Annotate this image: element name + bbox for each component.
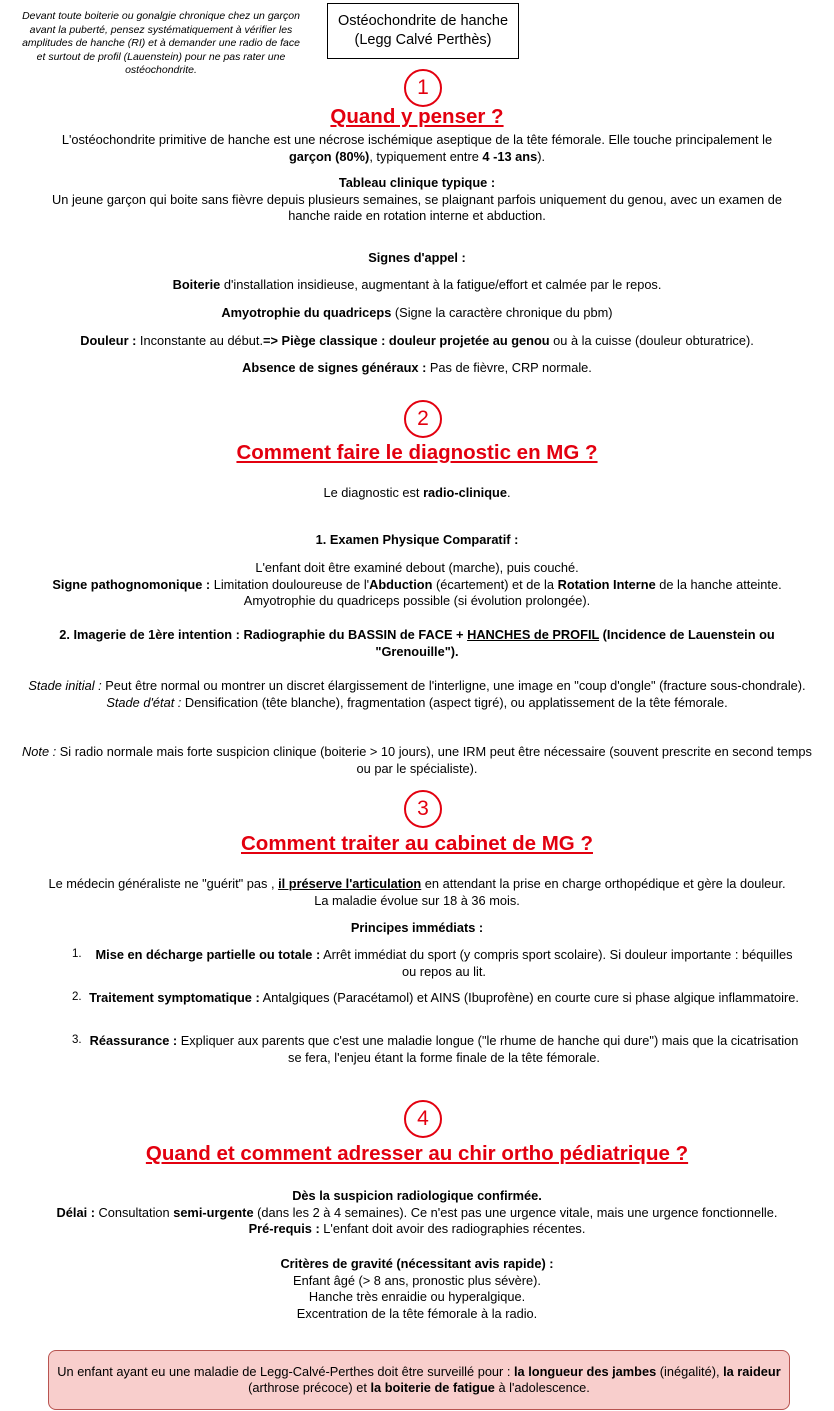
follow-up-callout [48, 1350, 790, 1410]
principles-title: Principes immédiats : [350, 920, 484, 935]
severity-title: Critères de gravité (nécessitant avis rapide) : [280, 1256, 554, 1271]
list-number-1: 1. [72, 948, 82, 960]
referral-prereq-label: Pré-requis : [248, 1221, 320, 1236]
referral-trigger: Dès la suspicion radiologique confirmée. [292, 1188, 542, 1203]
list-item-label: Traitement symptomatique : [89, 990, 260, 1005]
imaging-title [20, 627, 814, 660]
list-item-label: Mise en décharge partielle ou totale : [95, 947, 321, 962]
callout-plain: Un enfant ayant eu une maladie de Legg-Calvé-Perthes doit être surveillé pour : [57, 1363, 514, 1379]
callout-text [55, 1364, 783, 1397]
section-4-heading: Quand et comment adresser au chir ortho pédiatrique ? [145, 1142, 689, 1165]
diag-bold: radio-clinique [423, 485, 507, 500]
list-item-text: Arrêt immédiat du sport (y compris sport scolaire). Si douleur importante : béquilles ou repos au lit. [320, 947, 793, 979]
sign-limp [0, 277, 834, 294]
section-2-number: 2 [417, 407, 429, 430]
callout-stiffness: la raideur [723, 1363, 781, 1379]
list-number-3: 3. [72, 1034, 82, 1046]
referral-text: (dans les 2 à 4 semaines). Ce n'est pas une urgence vitale, mais une urgence fonctionnelle. [253, 1204, 778, 1220]
intro-text: ). [537, 148, 546, 164]
section-2-number-circle [404, 400, 442, 438]
title-line-1: Ostéochondrite de hanche [337, 13, 509, 29]
diagnosis-line [0, 485, 834, 502]
diag-text: Le diagnostic est [323, 485, 424, 500]
section-4-number: 4 [417, 1107, 429, 1130]
stage-state-text: Densification (tête blanche), fragmentation (aspect tigré), ou applatissement de la tête fémorale. [181, 694, 728, 710]
treatment-intro [20, 876, 814, 909]
section-3-number: 3 [417, 797, 429, 820]
clinical-picture [30, 175, 804, 225]
list-item-symptomatic [88, 990, 800, 1007]
callout-fatigue-limp: la boiterie de fatigue [370, 1380, 495, 1395]
list-number-2: 2. [72, 991, 82, 1003]
top-note: Devant toute boiterie ou gonalgie chronique chez un garçon avant la puberté, pensez systématiquement à vérifier les amplitudes de hanche (RI) et à demander une radio de face et surtout de profil (Lauenstein) pour ne pas rater une ostéochondrite. [22, 10, 300, 76]
referral-block [0, 1188, 834, 1238]
imaging-stages [20, 678, 814, 711]
note-text: Si radio normale mais forte suspicion clinique (boiterie > 10 jours), une IRM peut être nécessaire (souvent prescrite en second temps ou par le spécialiste). [56, 744, 812, 776]
section-1-number-circle [404, 69, 442, 107]
intro-bold-sex: garçon (80%) [288, 148, 370, 164]
callout-plain: à l'adolescence. [494, 1380, 590, 1395]
clinical-picture-title: Tableau clinique typique : [338, 175, 496, 190]
intro-bold-age: 4 -13 ans [482, 148, 538, 164]
list-item-reassurance [88, 1033, 800, 1066]
diag-text: . [506, 485, 511, 500]
section-1-heading: Quand y penser ? [330, 105, 504, 128]
exam-block [0, 560, 834, 610]
title-box [327, 3, 519, 59]
sign-pain [0, 333, 834, 350]
stage-state-label: Stade d'état : [106, 694, 182, 710]
sign-trap: => Piège classique : douleur projetée au genou [263, 333, 550, 348]
treat-text: Le médecin généraliste ne "guérit" pas , [48, 876, 279, 891]
exam-text: de la hanche atteinte. [655, 576, 782, 592]
section-3-number-circle [404, 790, 442, 828]
treat-key-message: il préserve l'articulation [278, 876, 422, 891]
list-item-unloading [88, 947, 800, 980]
treat-text: en attendant la prise en charge orthopédique et gère la douleur. [421, 876, 786, 891]
sign-no-general [0, 360, 834, 377]
section-4-number-circle [404, 1100, 442, 1138]
exam-title: 1. Examen Physique Comparatif : [315, 532, 519, 547]
clinical-picture-text: Un jeune garçon qui boite sans fièvre depuis plusieurs semaines, se plaignant parfois uniquement du genou, avec un examen de hanche raide en rotation interne et abduction. [52, 191, 782, 223]
note-label: Note : [22, 744, 57, 759]
list-item-text: Expliquer aux parents que c'est une maladie longue ("le rhume de hanche qui dure") mais que la cicatrisation se fera, l'enjeu étant la forme finale de la tête fémorale. [177, 1033, 799, 1065]
exam-text: Limitation douloureuse de l' [210, 576, 370, 592]
exam-line-1: L'enfant doit être examiné debout (marche), puis couché. [255, 560, 579, 575]
callout-plain: (arthrose précoce) et [248, 1380, 371, 1395]
sign-text: Inconstante au début. [136, 333, 264, 348]
sign-label: Boiterie [172, 277, 221, 292]
section-2-heading: Comment faire le diagnostic en MG ? [236, 441, 598, 464]
sign-label: Douleur : [80, 333, 137, 348]
sign-text: ou à la cuisse (douleur obturatrice). [549, 333, 754, 348]
treat-duration: La maladie évolue sur 18 à 36 mois. [314, 892, 520, 908]
sign-label: Absence de signes généraux : [242, 360, 427, 375]
stage-initial-text: Peut être normal ou montrer un discret élargissement de l'interligne, une image en "coup d'ongle" (fracture sous-chondrale). [101, 678, 806, 693]
intro-text: L'ostéochondrite primitive de hanche est une nécrose ischémique aseptique de la tête fémorale. Elle touche principalement le [61, 132, 773, 147]
referral-semi-urgent: semi-urgente [173, 1204, 254, 1220]
sign-amyotrophy [0, 305, 834, 322]
section-3-heading: Comment traiter au cabinet de MG ? [241, 832, 593, 855]
severity-item: Excentration de la tête fémorale à la radio. [296, 1305, 538, 1321]
referral-text: L'enfant doit avoir des radiographies récentes. [319, 1221, 586, 1236]
exam-text: (écartement) et de la [432, 576, 558, 592]
severity-item: Hanche très enraidie ou hyperalgique. [308, 1289, 526, 1304]
exam-rotation: Rotation Interne [557, 576, 656, 592]
imaging-title-text: (Incidence de Lauenstein ou "Grenouille"). [375, 627, 775, 659]
callout-plain: (inégalité), [656, 1363, 724, 1379]
stage-initial-label: Stade initial : [28, 678, 102, 693]
sign-text: (Signe la caractère chronique du pbm) [391, 305, 613, 320]
sign-text: d'installation insidieuse, augmentant à la fatigue/effort et calmée par le repos. [220, 277, 662, 292]
sign-text: Pas de fièvre, CRP normale. [426, 360, 592, 375]
imaging-title-text: 2. Imagerie de 1ère intention : Radiographie du BASSIN de FACE + [59, 627, 468, 642]
callout-leg-length: la longueur des jambes [513, 1363, 657, 1379]
severity-item: Enfant âgé (> 8 ans, pronostic plus sévère). [293, 1272, 541, 1288]
list-item-label: Réassurance : [89, 1033, 178, 1048]
exam-line-3: Amyotrophie du quadriceps possible (si évolution prolongée). [243, 593, 591, 608]
exam-abduction: Abduction [369, 576, 433, 592]
intro-text: , typiquement entre [369, 148, 483, 164]
section-1-intro [40, 132, 794, 165]
title-line-2: (Legg Calvé Perthès) [354, 32, 492, 48]
section-1-number: 1 [417, 76, 429, 99]
imaging-title-underlined: HANCHES de PROFIL [467, 627, 600, 642]
exam-sign-label: Signe pathognomonique : [52, 576, 211, 592]
signs-title: Signes d'appel : [368, 250, 466, 265]
imaging-note [20, 744, 814, 777]
list-item-text: Antalgiques (Paracétamol) et AINS (Ibuprofène) en courte cure si phase algique inflammatoire. [259, 990, 799, 1005]
sign-label: Amyotrophie du quadriceps [221, 305, 392, 320]
severity-criteria [0, 1256, 834, 1322]
referral-text: Consultation [94, 1204, 174, 1220]
referral-delay-label: Délai : [56, 1204, 95, 1220]
